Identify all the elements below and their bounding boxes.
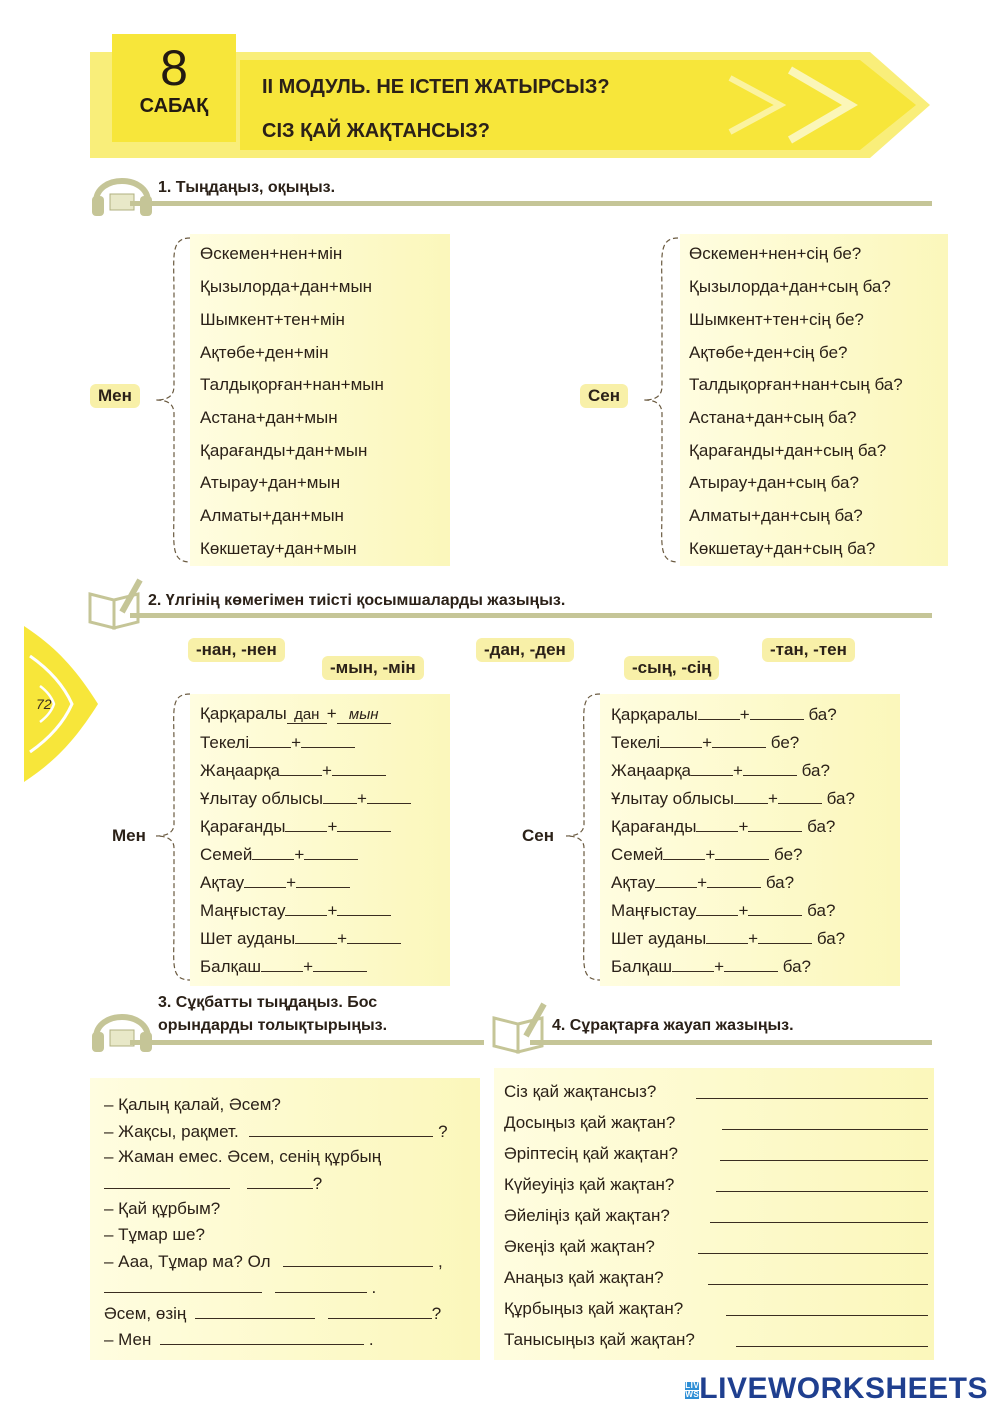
list-item: Қарағанды+дан+мын	[200, 441, 368, 460]
question-text: Құрбыңыз қай жақтан?	[504, 1299, 684, 1318]
lesson-number: 8	[160, 40, 188, 96]
question-text: Танысыңыз қай жақтан?	[504, 1330, 695, 1349]
dialogue-line	[104, 1173, 322, 1194]
question-particle: ба?	[826, 789, 855, 808]
suffix-blank[interactable]	[715, 844, 769, 860]
dialogue-text: Әсем, өзің	[104, 1304, 187, 1323]
list-item: Атырау+дан+сың ба?	[689, 473, 859, 492]
suffix-blank[interactable]	[285, 816, 327, 832]
suffix-blank[interactable]	[655, 872, 697, 888]
exercise1-left-label: Мен	[90, 384, 140, 408]
brace-right-1	[638, 236, 684, 564]
list-item: Талдықорған+нан+мын	[200, 375, 384, 394]
place-name: Балқаш	[611, 957, 673, 976]
suffix-blank[interactable]	[712, 732, 766, 748]
exercise1-rule	[130, 201, 932, 206]
place-name: Шет ауданы	[611, 929, 707, 948]
suffix-blank[interactable]	[691, 760, 733, 776]
fill-row: Шет ауданы +	[200, 928, 401, 949]
suffix-blank[interactable]	[660, 732, 702, 748]
dialogue-punct: .	[371, 1278, 377, 1297]
suffix-blank[interactable]	[296, 872, 350, 888]
list-item: Қызылорда+дан+мын	[200, 277, 373, 296]
place-name: Текелі	[611, 733, 661, 752]
exercise4-rule	[530, 1040, 932, 1045]
place-name: Маңғыстау	[200, 901, 286, 920]
suffix-blank[interactable]	[778, 788, 822, 804]
list-item: Қызылорда+дан+сың ба?	[689, 277, 891, 296]
question-row	[504, 1175, 934, 1195]
question-particle: бе?	[774, 845, 803, 864]
answer-blank[interactable]	[249, 1121, 433, 1137]
suffix-blank[interactable]	[285, 900, 327, 916]
exercise3-rule	[130, 1040, 484, 1045]
dialogue-line	[104, 1251, 443, 1272]
question-row	[504, 1299, 934, 1319]
suffix-blank[interactable]	[672, 956, 714, 972]
dialogue-line: – Жаман емес. Әсем, сенің құрбың	[104, 1147, 382, 1166]
dialogue-line	[104, 1303, 441, 1324]
suffix-blank[interactable]	[304, 844, 358, 860]
answer-blank[interactable]	[247, 1173, 313, 1189]
place-name: Семей	[200, 845, 253, 864]
place-name: Шет ауданы	[200, 929, 296, 948]
fill-row: Балқаш +	[200, 956, 367, 977]
fill-row: Ақтау + ба?	[611, 873, 795, 892]
suffix-chip: -нан, -нен	[188, 638, 285, 662]
question-particle: бе?	[770, 733, 800, 752]
suffix-blank[interactable]	[758, 928, 812, 944]
dialogue-text: – Ааа, Тұмар ма? Ол	[104, 1252, 271, 1271]
exercise2-title: 2. Үлгінің көмегімен тиісті қосымшаларды жазыңыз.	[148, 592, 566, 609]
dialogue-line: – Қалың қалай, Әсем?	[104, 1095, 281, 1114]
dialogue-text: – Мен	[104, 1330, 152, 1349]
example-suffix1: дан	[287, 707, 327, 724]
place-name: Ақтау	[200, 873, 245, 892]
example-row	[200, 704, 391, 724]
suffix-chip: -мын, -мін	[322, 656, 424, 680]
question-text: Әріптесің қай жақтан?	[504, 1144, 678, 1163]
exercise4-questions	[504, 1080, 934, 1360]
list-item: Ақтөбе+ден+мін	[200, 343, 329, 362]
place-name: Қарқаралы	[200, 704, 287, 723]
fill-row: Ақтау +	[200, 872, 350, 893]
question-text: Әйеліңіз қай жақтан?	[504, 1206, 670, 1225]
suffix-blank[interactable]	[261, 956, 303, 972]
question-row	[504, 1330, 934, 1350]
fill-row: Семей + бе?	[611, 845, 803, 864]
dialogue-line: – Қай құрбым?	[104, 1199, 221, 1218]
answer-blank[interactable]	[283, 1251, 433, 1267]
answer-blank[interactable]	[275, 1277, 367, 1293]
headphones-icon	[90, 162, 154, 220]
suffix-blank[interactable]	[734, 788, 768, 804]
answer-line[interactable]	[716, 1191, 928, 1192]
list-item: Шымкент+тен+мін	[200, 310, 345, 329]
place-name: Семей	[611, 845, 664, 864]
suffix-chip: -сың, -сің	[624, 656, 719, 680]
dialogue-punct: ,	[438, 1252, 443, 1271]
suffix-blank[interactable]	[706, 928, 748, 944]
list-item: Ақтөбе+ден+сің бе?	[689, 343, 848, 362]
suffix-blank[interactable]	[280, 760, 322, 776]
suffix-blank[interactable]	[696, 900, 738, 916]
fill-row: Қарағанды + ба?	[611, 817, 836, 836]
question-particle: ба?	[807, 901, 836, 920]
list-item: Қарағанды+дан+сың ба?	[689, 441, 887, 460]
place-name: Жаңаарқа	[611, 761, 691, 780]
suffix-blank[interactable]	[323, 788, 357, 804]
question-particle: ба?	[801, 761, 830, 780]
place-name: Қарағанды	[200, 817, 286, 836]
place-name: Маңғыстау	[611, 901, 697, 920]
suffix-blank[interactable]	[367, 788, 411, 804]
question-particle: ба?	[807, 817, 836, 836]
question-particle: ба?	[782, 957, 811, 976]
suffix-blank[interactable]	[748, 816, 802, 832]
question-text: Досыңыз қай жақтан?	[504, 1113, 676, 1132]
exercise2-left-label: Мен	[112, 826, 146, 845]
dialogue-line	[104, 1121, 448, 1142]
dialogue-line: – Тұмар ше?	[104, 1225, 205, 1244]
book-pencil-icon	[492, 1000, 548, 1054]
list-item: Талдықорған+нан+сың ба?	[689, 375, 903, 394]
dialogue-text: – Жақсы, рақмет.	[104, 1122, 239, 1141]
brace-left-2	[150, 692, 196, 982]
suffix-blank[interactable]	[337, 816, 391, 832]
suffix-chip: -дан, -ден	[476, 638, 574, 662]
question-row	[504, 1268, 934, 1288]
brace-right-2	[560, 692, 606, 982]
module-title: II МОДУЛЬ. НЕ ІСТЕП ЖАТЫРСЫЗ?	[262, 76, 610, 98]
fill-row: Маңғыстау + ба?	[611, 901, 836, 920]
question-particle: ба?	[816, 929, 846, 948]
exercise3-title-line1: 3. Сұқбатты тыңдаңыз. Бос	[158, 994, 378, 1011]
exercise3-title-line2: орындарды толықтырыңыз.	[158, 1017, 388, 1034]
page-number: 72	[36, 696, 52, 712]
question-particle: ба?	[765, 873, 795, 892]
answer-blank[interactable]	[104, 1277, 262, 1293]
fill-row: Маңғыстау +	[200, 900, 391, 921]
exercise2-rule	[130, 613, 932, 618]
suffix-blank[interactable]	[663, 844, 705, 860]
lesson-label: САБАҚ	[139, 95, 209, 117]
answer-line[interactable]	[726, 1315, 928, 1316]
list-item: Өскемен+нен+сің бе?	[689, 244, 862, 263]
question-text: Сіз қай жақтансыз?	[504, 1082, 657, 1101]
suffix-blank[interactable]	[252, 844, 294, 860]
list-item: Алматы+дан+мын	[200, 506, 344, 525]
dialogue-punct: .	[368, 1330, 374, 1349]
suffix-blank[interactable]	[313, 956, 367, 972]
suffix-blank[interactable]	[750, 704, 804, 720]
plus-sign: +	[326, 704, 337, 723]
suffix-blank[interactable]	[337, 900, 391, 916]
question-text: Күйеуіңіз қай жақтан?	[504, 1175, 675, 1194]
question-particle: ба?	[808, 705, 837, 724]
place-name: Ұлытау облысы	[611, 789, 734, 808]
place-name: Қарқаралы	[611, 705, 698, 724]
exercise1-right-label: Сен	[580, 384, 628, 408]
question-row	[504, 1113, 934, 1133]
answer-blank[interactable]	[104, 1173, 230, 1189]
dialogue-punct: ?	[431, 1304, 442, 1323]
dialogue-line	[104, 1329, 374, 1350]
list-item: Өскемен+нен+мін	[200, 244, 343, 263]
answer-line[interactable]	[736, 1346, 928, 1347]
fill-row: Жаңаарқа +	[200, 760, 386, 781]
brace-left-1	[150, 236, 196, 564]
list-item: Көкшетау+дан+сың ба?	[689, 539, 876, 558]
example-suffix2: мын	[337, 707, 391, 724]
place-name: Жаңаарқа	[200, 761, 280, 780]
suffix-blank[interactable]	[724, 956, 778, 972]
question-row	[504, 1206, 934, 1226]
list-item: Көкшетау+дан+мын	[200, 539, 357, 558]
list-item: Астана+дан+мын	[200, 408, 338, 427]
place-name: Текелі	[200, 733, 250, 752]
fill-row: Балқаш + ба?	[611, 957, 811, 976]
place-name: Ақтау	[611, 873, 656, 892]
suffix-blank[interactable]	[698, 704, 740, 720]
answer-line[interactable]	[710, 1222, 928, 1223]
fill-row: Қарағанды +	[200, 816, 391, 837]
answer-line[interactable]	[696, 1098, 928, 1099]
fill-row: Текелі +	[200, 732, 355, 753]
fill-row: Ұлытау облысы +	[200, 788, 411, 809]
book-pencil-icon	[88, 576, 144, 630]
question-text: Анаңыз қай жақтан?	[504, 1268, 664, 1287]
exercise1-title: 1. Тыңдаңыз, оқыңыз.	[158, 179, 336, 196]
suffix-blank[interactable]	[347, 928, 401, 944]
question-row	[504, 1082, 934, 1102]
answer-line[interactable]	[720, 1160, 928, 1161]
exercise4-title: 4. Сұрақтарға жауап жазыңыз.	[552, 1017, 794, 1034]
suffix-blank[interactable]	[707, 872, 761, 888]
answer-line[interactable]	[698, 1253, 928, 1254]
fill-row: Жаңаарқа + ба?	[611, 761, 830, 780]
fill-row: Шет ауданы + ба?	[611, 929, 846, 948]
answer-line[interactable]	[708, 1284, 928, 1285]
suffix-blank[interactable]	[748, 900, 802, 916]
question-text: Әкеңіз қай жақтан?	[504, 1237, 655, 1256]
suffix-blank[interactable]	[743, 760, 797, 776]
suffix-blank[interactable]	[332, 760, 386, 776]
list-item: Атырау+дан+мын	[200, 473, 341, 492]
answer-blank[interactable]	[328, 1303, 432, 1319]
logo-text: LIVEWORKSHEETS	[699, 1372, 988, 1405]
suffix-blank[interactable]	[301, 732, 355, 748]
dialogue-punct: ?	[312, 1174, 323, 1193]
place-name: Ұлытау облысы	[200, 789, 323, 808]
fill-row: Семей +	[200, 844, 358, 865]
suffix-blank[interactable]	[696, 816, 738, 832]
fill-row: Қарқаралы + ба?	[611, 705, 837, 724]
answer-blank[interactable]	[160, 1329, 364, 1345]
fill-row: Ұлытау облысы + ба?	[611, 789, 855, 808]
exercise2-right-label: Сен	[522, 826, 554, 845]
suffix-blank[interactable]	[244, 872, 286, 888]
answer-line[interactable]	[722, 1129, 928, 1130]
dialogue-punct: ?	[438, 1122, 448, 1141]
place-name: Балқаш	[200, 957, 262, 976]
place-name: Қарағанды	[611, 817, 697, 836]
lesson-badge	[112, 34, 236, 142]
logo-badge: LIVE WS	[685, 1380, 706, 1399]
question-row	[504, 1144, 934, 1164]
lesson-title: СІЗ ҚАЙ ЖАҚТАНСЫЗ?	[262, 120, 491, 142]
list-item: Астана+дан+сың ба?	[689, 408, 857, 427]
suffix-chip: -тан, -тен	[762, 638, 855, 662]
suffix-blank[interactable]	[249, 732, 291, 748]
suffix-blank[interactable]	[295, 928, 337, 944]
list-item: Шымкент+тен+сің бе?	[689, 310, 864, 329]
dialogue-line	[104, 1277, 376, 1298]
question-row	[504, 1237, 934, 1257]
answer-blank[interactable]	[195, 1303, 315, 1319]
headphones-icon	[90, 998, 154, 1056]
fill-row: Текелі + бе?	[611, 733, 800, 752]
liveworksheets-logo[interactable]	[685, 1372, 988, 1406]
list-item: Алматы+дан+сың ба?	[689, 506, 863, 525]
